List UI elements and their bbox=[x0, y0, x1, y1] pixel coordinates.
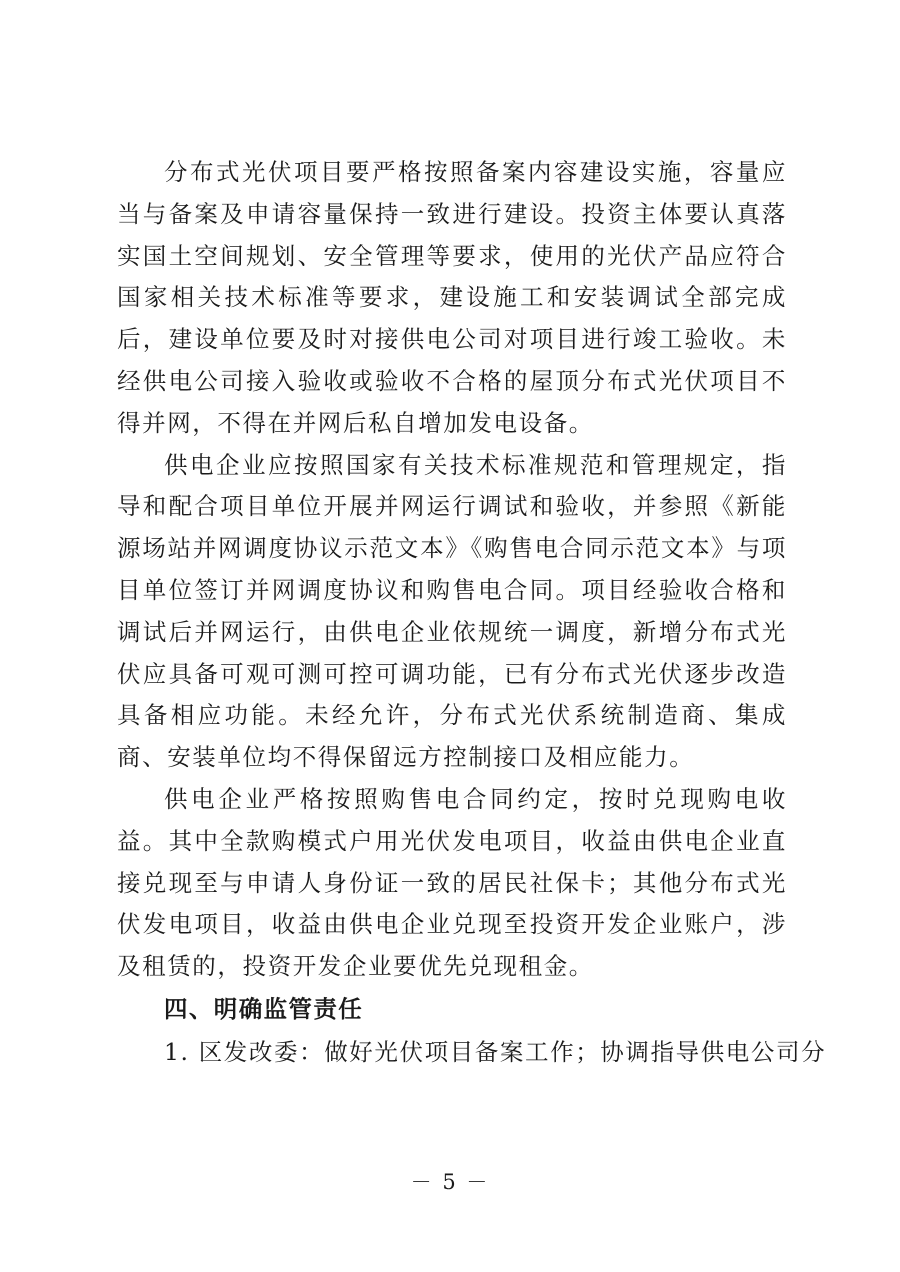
page-number: － 5 － bbox=[410, 1170, 490, 1194]
list-item: 1. 区发改委：做好光伏项目备案工作；协调指导供电公司分 bbox=[164, 1037, 827, 1066]
paragraph-grid-connection: 供电企业应按照国家有关技术标准规范和管理规定，指导和配合项目单位开展并网运行调试和验收，并参照《新能源场站并网调度协议示范文本》《购售电合同示范文本》与项目单位签订并网调度协议和购售电合同。项目经验收合格和调试后并网运行，由供电企业依规统一调度，新增分布式光伏应具备可观可测可控可调功能，已有分布式光伏逐步改造具备相应功能。未经允许，分布式光伏系统制造商、集成商、安装单位均不得保留远方控制接口及相应能力。 bbox=[117, 450, 787, 772]
document-body bbox=[117, 152, 827, 1074]
paragraph-purchase-revenue: 供电企业严格按照购售电合同约定，按时兑现购电收益。其中全款购模式户用光伏发电项目，收益由供电企业直接兑现至与申请人身份证一致的居民社保卡；其他分布式光伏发电项目，收益由供电企业兑现至投资开发企业账户，涉及租赁的，投资开发企业要优先兑现租金。 bbox=[117, 784, 787, 981]
section-heading: 四、明确监管责任 bbox=[164, 994, 364, 1023]
paragraph-construction-requirements: 分布式光伏项目要严格按照备案内容建设实施，容量应当与备案及申请容量保持一致进行建设。投资主体要认真落实国土空间规划、安全管理等要求，使用的光伏产品应符合国家相关技术标准等要求，建设施工和安装调试全部完成后，建设单位要及时对接供电公司对项目进行竣工验收。未经供电公司接入验收或验收不合格的屋顶分布式光伏项目不得并网，不得在并网后私自增加发电设备。 bbox=[117, 158, 787, 437]
